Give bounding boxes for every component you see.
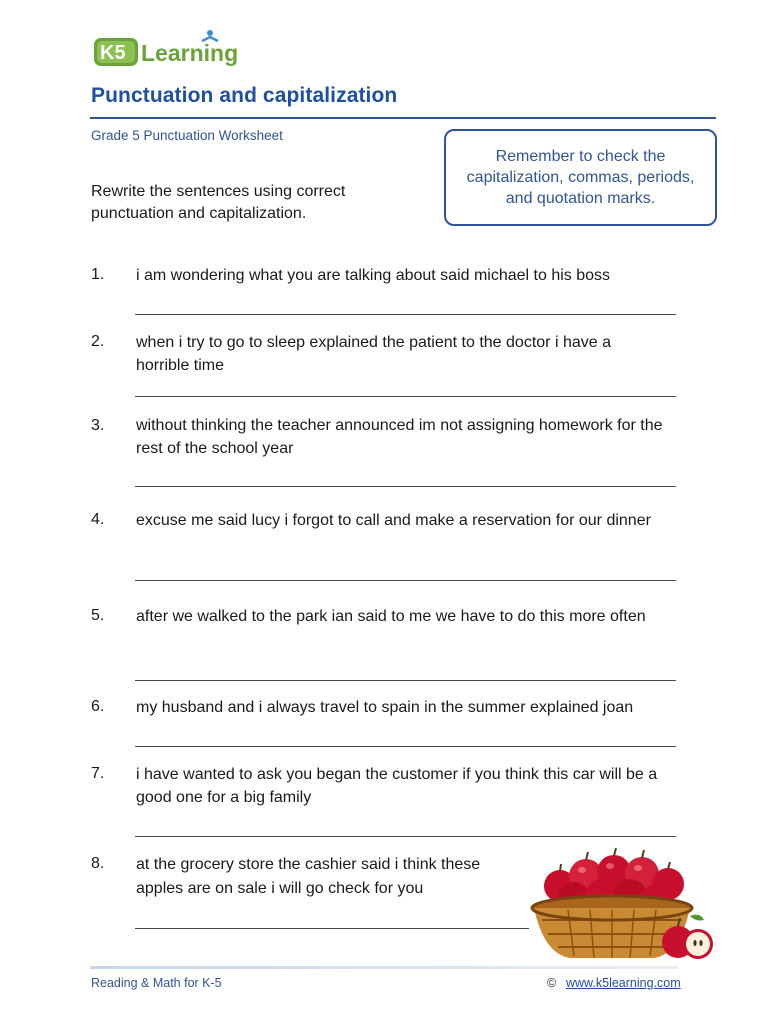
item-number-5: 5. — [91, 607, 105, 624]
answer-line-8[interactable] — [135, 928, 529, 929]
title-divider — [90, 117, 716, 119]
item-text-6: my husband and i always travel to spain in the summer explained joan — [136, 699, 634, 716]
k5-learning-logo — [92, 28, 262, 74]
item-number-8: 8. — [91, 855, 105, 872]
footer-website-link[interactable]: www.k5learning.com — [566, 976, 681, 990]
item-number-4: 4. — [91, 511, 105, 528]
item-number-2: 2. — [91, 333, 105, 350]
logo-k5: K5 — [100, 42, 126, 64]
answer-line-3[interactable] — [135, 486, 676, 487]
item-text-1: i am wondering what you are talking about said michael to his boss — [136, 267, 611, 284]
item-text-2: when i try to go to sleep explained the patient to the doctor i have a horrible time — [136, 334, 611, 374]
logo-learning: Learning — [141, 40, 239, 66]
item-text-4: excuse me said lucy i forgot to call and make a reservation for our dinner — [136, 512, 651, 529]
item-text-5: after we walked to the park ian said to me we have to do this more often — [136, 608, 646, 625]
logo-graphic — [92, 28, 262, 74]
item-text-7: i have wanted to ask you began the customer if you think this car will be a good one for a big family — [136, 766, 658, 806]
footer-copyright: © — [547, 976, 557, 990]
item-text-3: without thinking the teacher announced im not assigning homework for the rest of the school year — [136, 417, 663, 457]
apple-basket-image — [528, 846, 720, 964]
worksheet-subtitle: Grade 5 Punctuation Worksheet — [91, 128, 283, 143]
item-number-3: 3. — [91, 417, 105, 434]
answer-line-7[interactable] — [135, 836, 676, 837]
answer-line-6[interactable] — [135, 746, 676, 747]
item-number-1: 1. — [91, 266, 105, 283]
instructions: Rewrite the sentences using correct punctuation and capitalization. — [91, 183, 346, 222]
item-text-8: at the grocery store the cashier said i think these apples are on sale i will go check for you — [136, 856, 481, 897]
apple-basket-icon — [528, 846, 720, 964]
page-title: Punctuation and capitalization — [91, 84, 398, 107]
answer-line-2[interactable] — [135, 396, 676, 397]
item-number-6: 6. — [91, 698, 105, 715]
reminder-text: Remember to check the capitalization, commas, periods, and quotation marks. — [466, 148, 695, 207]
footer-divider — [90, 966, 678, 969]
item-number-7: 7. — [91, 765, 105, 782]
reminder-box — [444, 129, 717, 226]
answer-line-5[interactable] — [135, 680, 676, 681]
footer-tagline: Reading & Math for K-5 — [91, 976, 222, 990]
answer-line-1[interactable] — [135, 314, 676, 315]
answer-line-4[interactable] — [135, 580, 676, 581]
